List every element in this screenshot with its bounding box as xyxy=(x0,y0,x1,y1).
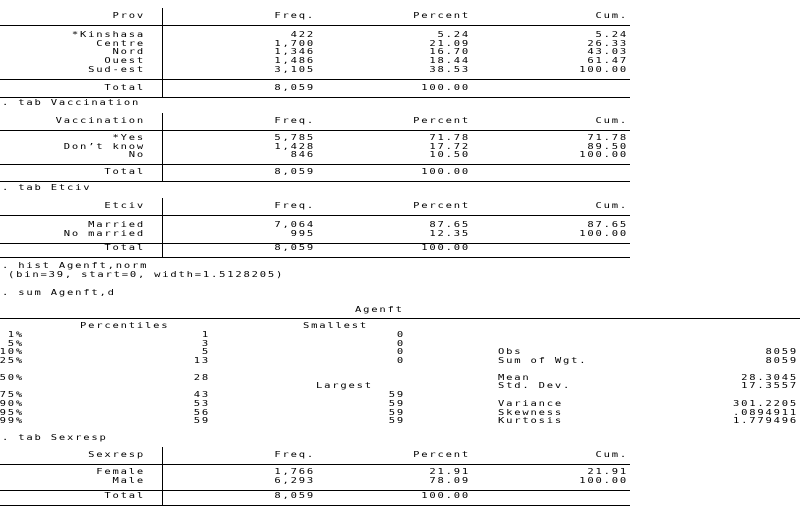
summary-title: Agenft xyxy=(355,305,404,315)
column-divider xyxy=(162,8,163,97)
table-cell: 12.35 xyxy=(429,228,470,239)
total-cell: Total xyxy=(104,491,145,501)
table-cell: Female xyxy=(96,467,145,477)
stat-value: 1.779496 xyxy=(733,416,798,426)
percentile-value: 5 xyxy=(201,347,210,357)
table-cell: 100.00 xyxy=(579,475,628,486)
table-cell: 61.47 xyxy=(587,56,628,66)
table-cell: 7,064 xyxy=(274,220,315,230)
total-cell: 8,059 xyxy=(274,83,315,93)
total-cell: 100.00 xyxy=(421,83,470,93)
smallest-header: Smallest xyxy=(303,321,368,331)
percentile-label: 95% xyxy=(0,407,24,418)
header-label: Etciv xyxy=(104,201,145,211)
rule-line xyxy=(0,490,630,491)
smallest-value: 0 xyxy=(396,330,405,340)
percentile-label: 99% xyxy=(0,416,24,426)
table-cell: 1,766 xyxy=(274,467,315,477)
header-percent: Percent xyxy=(413,11,470,21)
rule-line xyxy=(0,464,630,465)
table-cell: 100.00 xyxy=(579,228,628,239)
percentile-label: 90% xyxy=(0,399,24,409)
table-cell: 26.33 xyxy=(587,38,628,49)
rule-line xyxy=(0,257,630,258)
smallest-value: 0 xyxy=(396,347,405,357)
command-line: . tab Sexresp xyxy=(2,433,108,443)
table-cell: 10.50 xyxy=(429,150,470,160)
table-cell: 89.50 xyxy=(587,141,628,152)
table-cell: 71.78 xyxy=(587,133,628,143)
table-cell: 6,293 xyxy=(274,475,315,486)
header-percent: Percent xyxy=(413,450,470,460)
percentile-label: 75% xyxy=(0,390,24,400)
largest-value: 59 xyxy=(388,399,405,409)
total-cell: 100.00 xyxy=(421,243,470,253)
largest-value: 59 xyxy=(388,407,405,418)
table-cell: Ouest xyxy=(104,56,145,66)
table-cell: 21.91 xyxy=(429,467,470,477)
table-cell: *Yes xyxy=(112,133,145,143)
total-cell: 100.00 xyxy=(421,167,470,177)
table-cell: 1,428 xyxy=(274,141,315,152)
stat-label: Std. Dev. xyxy=(498,381,572,391)
table-cell: 422 xyxy=(290,30,315,40)
command-line: . tab Etciv xyxy=(2,183,92,193)
table-cell: 71.78 xyxy=(429,133,470,143)
table-cell: 43.03 xyxy=(587,47,628,57)
command-line: . hist Agenft,norm xyxy=(2,261,149,271)
total-cell: 8,059 xyxy=(274,491,315,501)
stat-label: Sum of Wgt. xyxy=(498,356,588,366)
table-cell: No xyxy=(128,150,145,160)
table-cell: 100.00 xyxy=(579,150,628,160)
column-divider xyxy=(162,198,163,257)
percentile-label: 50% xyxy=(0,373,24,383)
table-cell: Married xyxy=(88,220,145,230)
percentile-label: 5% xyxy=(7,338,24,349)
percentile-value: 3 xyxy=(201,338,210,349)
column-divider xyxy=(162,447,163,505)
command-line: . sum Agenft,d xyxy=(2,288,116,298)
table-cell: Centre xyxy=(96,38,145,49)
largest-header: Largest xyxy=(316,381,373,391)
table-cell: 87.65 xyxy=(587,220,628,230)
table-cell: Sud-est xyxy=(88,65,145,75)
table-cell: Nord xyxy=(112,47,145,57)
rule-line xyxy=(0,215,630,216)
hist-note: (bin=39, start=0, width=1.5128205) xyxy=(8,270,285,280)
stat-value: 28.3045 xyxy=(741,373,798,383)
stat-label: Skewness xyxy=(498,407,563,418)
percentile-value: 43 xyxy=(193,390,210,400)
table-cell: 3,105 xyxy=(274,65,315,75)
total-cell: Total xyxy=(104,167,145,177)
stat-label: Kurtosis xyxy=(498,416,563,426)
percentile-value: 56 xyxy=(193,407,210,418)
rule-line xyxy=(0,79,630,80)
table-cell: 1,346 xyxy=(274,47,315,57)
table-cell: 78.09 xyxy=(429,475,470,486)
column-divider xyxy=(162,113,163,181)
header-freq: Freq. xyxy=(274,11,315,21)
percentile-value: 59 xyxy=(193,416,210,426)
percentile-label: 25% xyxy=(0,356,24,366)
header-freq: Freq. xyxy=(274,450,315,460)
percentile-value: 1 xyxy=(201,330,210,340)
total-cell: 100.00 xyxy=(421,491,470,501)
total-cell: 8,059 xyxy=(274,167,315,177)
table-cell: 18.44 xyxy=(429,56,470,66)
smallest-value: 0 xyxy=(396,338,405,349)
stat-value: 8059 xyxy=(765,356,798,366)
stat-label: Variance xyxy=(498,399,563,409)
largest-value: 59 xyxy=(388,416,405,426)
header-freq: Freq. xyxy=(274,201,315,211)
header-label: Vaccination xyxy=(55,116,145,126)
percentiles-header: Percentiles xyxy=(80,321,170,331)
table-cell: 16.70 xyxy=(429,47,470,57)
table-cell: No married xyxy=(63,228,145,239)
smallest-value: 0 xyxy=(396,356,405,366)
total-cell: Total xyxy=(104,243,145,253)
table-cell: Don’t know xyxy=(63,141,145,152)
header-cum: Cum. xyxy=(595,450,628,460)
table-cell: Male xyxy=(112,475,145,486)
table-cell: 21.91 xyxy=(587,467,628,477)
largest-value: 59 xyxy=(388,390,405,400)
total-cell: 8,059 xyxy=(274,243,315,253)
table-cell: 1,486 xyxy=(274,56,315,66)
header-percent: Percent xyxy=(413,116,470,126)
table-cell: 5.24 xyxy=(595,30,628,40)
table-cell: 5.24 xyxy=(437,30,470,40)
percentile-label: 10% xyxy=(0,347,24,357)
header-label: Prov xyxy=(112,11,145,21)
stat-label: Mean xyxy=(498,373,531,383)
command-line: . tab Vaccination xyxy=(2,98,141,108)
table-cell: 21.09 xyxy=(429,38,470,49)
header-cum: Cum. xyxy=(595,11,628,21)
table-cell: 1,700 xyxy=(274,38,315,49)
rule-line xyxy=(0,164,630,165)
header-freq: Freq. xyxy=(274,116,315,126)
table-cell: 87.65 xyxy=(429,220,470,230)
rule-line xyxy=(0,25,630,26)
rule-line xyxy=(0,130,630,131)
stat-label: Obs xyxy=(498,347,523,357)
rule-line xyxy=(0,318,800,319)
stat-value: 301.2205 xyxy=(733,399,798,409)
percentile-label: 1% xyxy=(7,330,24,340)
table-cell: 995 xyxy=(290,228,315,239)
table-cell: 38.53 xyxy=(429,65,470,75)
percentile-value: 28 xyxy=(193,373,210,383)
stat-value: .0894911 xyxy=(733,407,798,418)
table-cell: 5,785 xyxy=(274,133,315,143)
table-cell: 846 xyxy=(290,150,315,160)
percentile-value: 13 xyxy=(193,356,210,366)
rule-line xyxy=(0,181,630,182)
total-cell: Total xyxy=(104,83,145,93)
table-cell: 17.72 xyxy=(429,141,470,152)
table-cell: 100.00 xyxy=(579,65,628,75)
header-cum: Cum. xyxy=(595,116,628,126)
header-cum: Cum. xyxy=(595,201,628,211)
percentile-value: 53 xyxy=(193,399,210,409)
header-percent: Percent xyxy=(413,201,470,211)
stat-value: 17.3557 xyxy=(741,381,798,391)
header-label: Sexresp xyxy=(88,450,145,460)
rule-line xyxy=(0,243,630,244)
stat-value: 8059 xyxy=(765,347,798,357)
table-cell: *Kinshasa xyxy=(71,30,145,40)
